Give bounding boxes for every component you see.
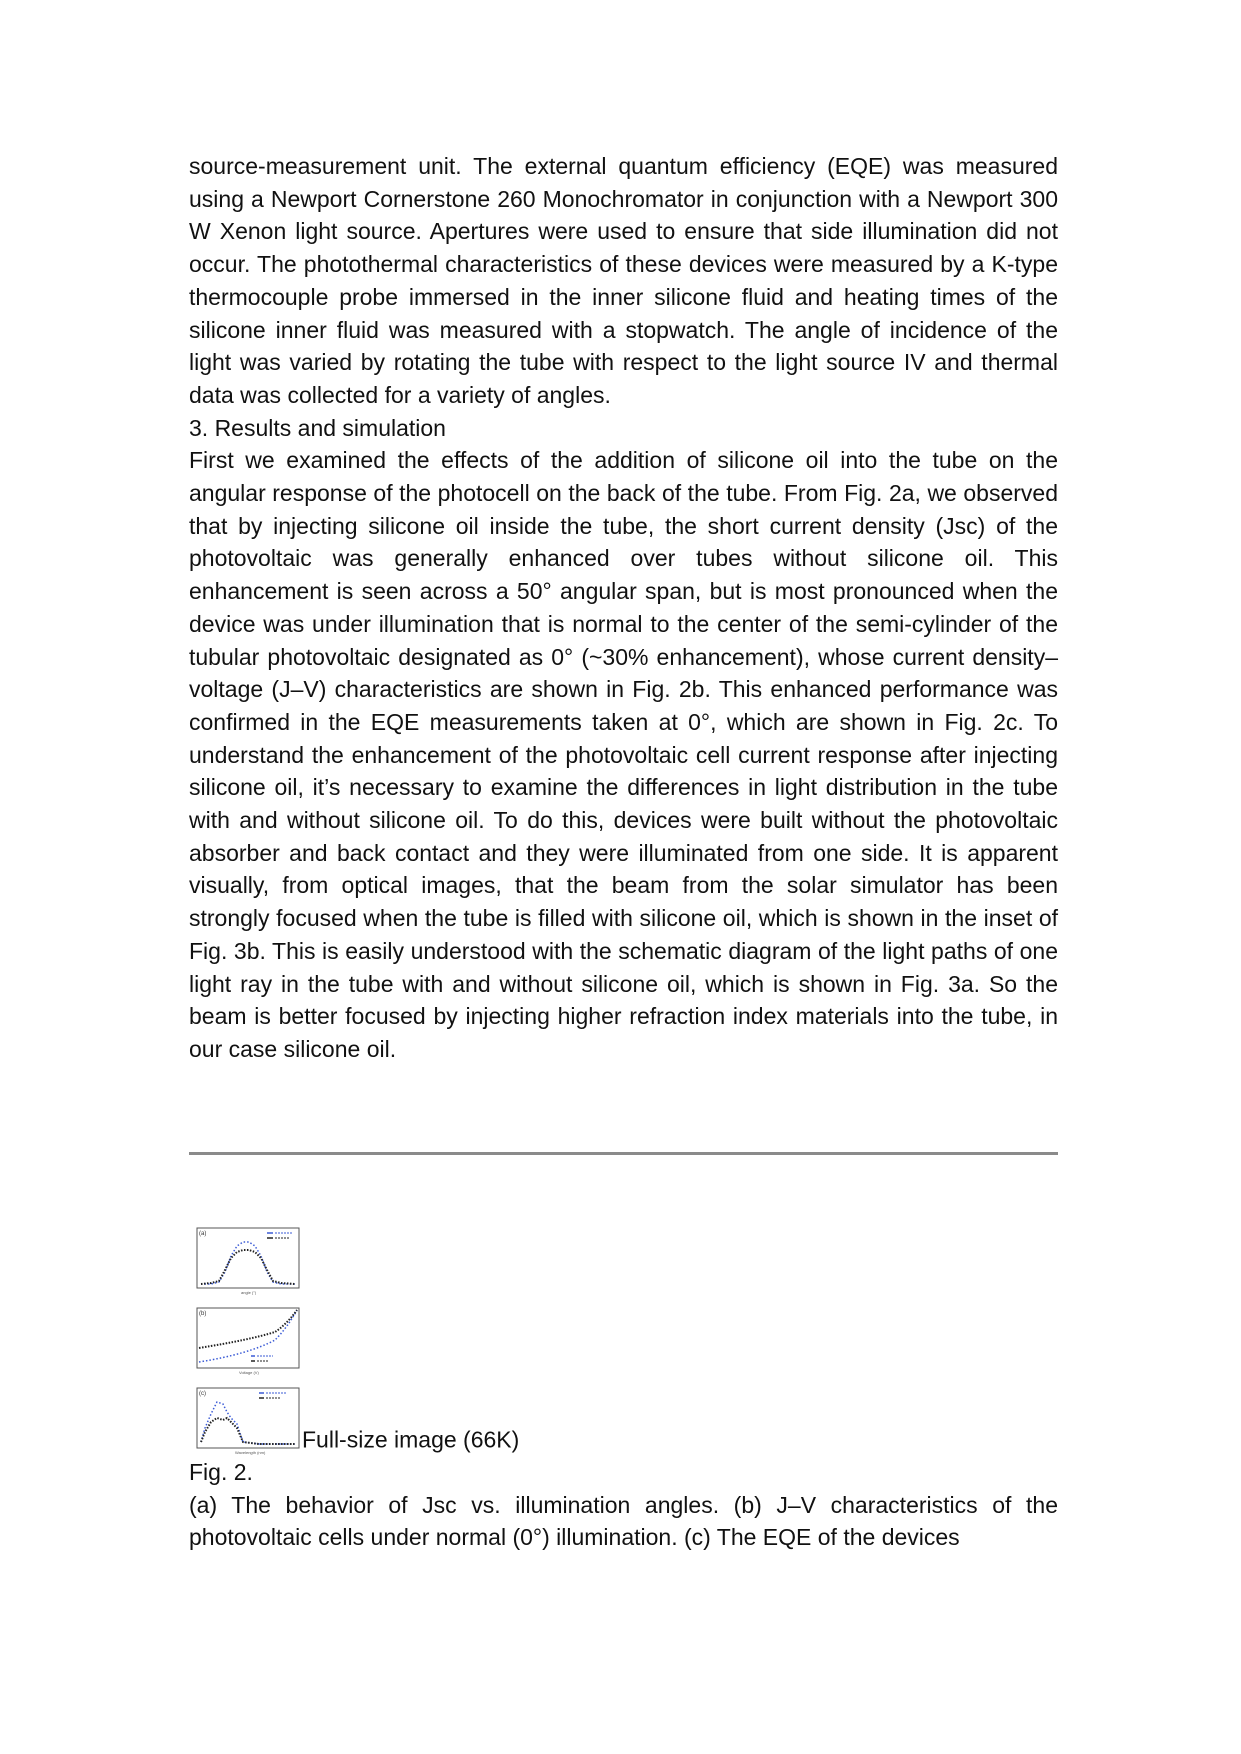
- svg-text:(b): (b): [199, 1311, 207, 1317]
- full-size-image-link[interactable]: Full-size image (66K): [302, 1426, 520, 1453]
- svg-text:Voltage (V): Voltage (V): [239, 1370, 259, 1375]
- thumbnail-panel-c: [189, 1384, 302, 1456]
- section-heading: 3. Results and simulation: [189, 414, 446, 441]
- section-divider: [189, 1152, 1058, 1155]
- figure-2: [189, 1224, 1058, 1554]
- figure-label: Fig. 2.: [189, 1459, 253, 1485]
- main-text: [189, 150, 1058, 1066]
- paragraph-results: First we examined the effects of the addition of silicone oil into the tube on the angular response of the photocell on the back of the tube. From Fig. 2a, we observed that by injecting silicone oil inside the tube, the short current density (Jsc) of the photovoltaic was generally enhanced over tubes without silicone oil. This enhancement is seen across a 50° angular span, but is most pronounced when the device was under illumination that is normal to the center of the semi-cylinder of the tubular photovoltaic designated as 0° (~30% enhancement), whose current density–voltage (J–V) characteristics are shown in Fig. 2b. This enhanced performance was confirmed in the EQE measurements taken at 0°, which are shown in Fig. 2c. To understand the enhancement of the photovoltaic cell current response after injecting silicone oil, it’s necessary to examine the differences in light distribution in the tube with and without silicone oil. To do this, devices were built without the photovoltaic absorber and back contact and they were illuminated from one side. It is apparent visually, from optical images, that the beam from the solar simulator has been strongly focused when the tube is filled with silicone oil, which is shown in the inset of Fig. 3b. This is easily understood with the schematic diagram of the light paths of one light ray in the tube with and without silicone oil, which is shown in Fig. 3a. So the beam is better focused by injecting higher refraction index materials into the tube, in our case silicone oil.: [189, 447, 1058, 1062]
- figure-thumbnail[interactable]: [189, 1224, 302, 1456]
- svg-text:(a): (a): [199, 1231, 207, 1237]
- thumbnail-panel-a: [189, 1224, 302, 1296]
- svg-text:(c): (c): [199, 1391, 206, 1397]
- paragraph-methods: source-measurement unit. The external quantum efficiency (EQE) was measured using a Newport Cornerstone 260 Monochromator in conjunction with a Newport 300 W Xenon light source. Apertures were used to ensure that side illumination did not occur. The photothermal characteristics of these devices were measured by a K-type thermocouple probe immersed in the inner silicone fluid and heating times of the silicone inner fluid was measured with a stopwatch. The angle of incidence of the light was varied by rotating the tube with respect to the light source IV and thermal data was collected for a variety of angles.: [189, 153, 1058, 408]
- thumbnail-panel-b: [189, 1304, 302, 1376]
- svg-text:angle (°): angle (°): [241, 1290, 257, 1295]
- figure-caption: (a) The behavior of Jsc vs. illumination angles. (b) J–V characteristics of the photovoltaic cells under normal (0°) illumination. (c) The EQE of the devices: [189, 1491, 1058, 1551]
- svg-text:Wavelength (nm): Wavelength (nm): [235, 1450, 266, 1455]
